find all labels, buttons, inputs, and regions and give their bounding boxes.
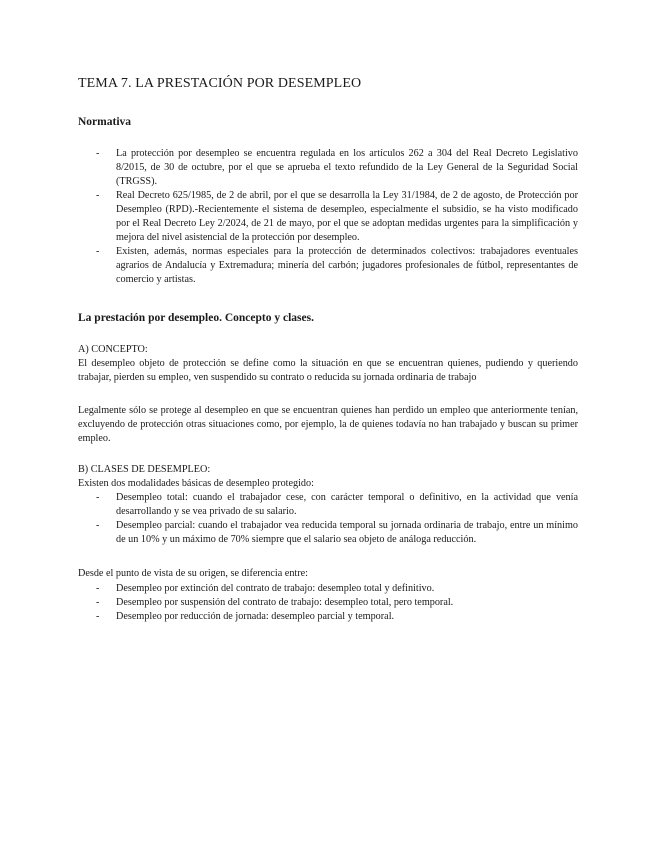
list-item-text: Desempleo por extinción del contrato de trabajo: desempleo total y definitivo. [116, 583, 435, 594]
list-item-text: Desempleo total: cuando el trabajador cese, con carácter temporal o definitivo, en la actividad que venía desarrollando y se vea privado de su salario. [116, 492, 578, 517]
concepto-label: A) CONCEPTO: [78, 344, 148, 355]
clases-intro: Existen dos modalidades básicas de desempleo protegido: [78, 478, 314, 489]
origen-list [78, 582, 578, 624]
bullet-dash: - [96, 246, 100, 257]
legal-paragraph: Legalmente sólo se protege al desempleo en que se encuentran quienes han perdido un empleo que anteriormente tenían, excluyendo de protección otras situaciones como, por ejemplo, la de quienes todavía no han trabajado y buscan su primer empleo. [78, 405, 578, 444]
list-item [78, 245, 578, 287]
list-item [78, 582, 578, 596]
bullet-dash: - [96, 492, 100, 503]
list-item [78, 491, 578, 519]
concepto-section-heading: La prestación por desempleo. Concepto y clases. [78, 312, 314, 324]
normativa-list [78, 147, 578, 287]
list-item [78, 189, 578, 245]
list-item [78, 610, 578, 624]
bullet-dash: - [96, 148, 100, 159]
list-item-text: Existen, además, normas especiales para la protección de determinados colectivos: trabajadores eventuales agrarios de Andalucía y Extremadura; minería del carbón; jugadores profesionales de fútbol, representantes de comercio y artistas. [116, 246, 578, 285]
list-item-text: Desempleo por suspensión del contrato de trabajo: desempleo total, pero temporal. [116, 597, 454, 608]
page-title: TEMA 7. LA PRESTACIÓN POR DESEMPLEO [78, 76, 362, 91]
normativa-heading: Normativa [78, 116, 132, 128]
clases-list [78, 491, 578, 547]
list-item [78, 519, 578, 547]
list-item-text: Desempleo parcial: cuando el trabajador vea reducida temporal su jornada ordinaria de trabajo, entre un mínimo de un 10% y un máximo de 70% siempre que el salario sea objeto de análoga reducción. [116, 520, 578, 545]
list-item [78, 147, 578, 189]
origen-intro: Desde el punto de vista de su origen, se diferencia entre: [78, 568, 308, 579]
bullet-dash: - [96, 190, 100, 201]
bullet-dash: - [96, 597, 100, 608]
list-item [78, 596, 578, 610]
list-item-text: Desempleo por reducción de jornada: desempleo parcial y temporal. [116, 611, 395, 622]
list-item-text: La protección por desempleo se encuentra regulada en los artículos 262 a 304 del Real Decreto Legislativo 8/2015, de 30 de octubre, por el que se aprueba el texto refundido de la Ley General de la Seguridad Social (TRGSS). [116, 148, 578, 187]
bullet-dash: - [96, 611, 100, 622]
concepto-paragraph: El desempleo objeto de protección se define como la situación en que se encuentran quienes, pudiendo y queriendo trabajar, pierden su empleo, ven suspendido su contrato o reducida su jornada ordinaria de trabajo [78, 358, 578, 383]
clases-label: B) CLASES DE DESEMPLEO: [78, 464, 211, 475]
bullet-dash: - [96, 583, 100, 594]
bullet-dash: - [96, 520, 100, 531]
list-item-text: Real Decreto 625/1985, de 2 de abril, por el que se desarrolla la Ley 31/1984, de 2 de agosto, de Protección por Desempleo (RPD).-Recientemente el sistema de desempleo, especialmente el subsidio, se ha visto modificado por el Real Decreto Ley 2/2024, de 21 de mayo, por el que se adoptan medidas urgentes para la simplificación y mejora del nivel asistencial de la protección por desempleo. [116, 190, 578, 243]
